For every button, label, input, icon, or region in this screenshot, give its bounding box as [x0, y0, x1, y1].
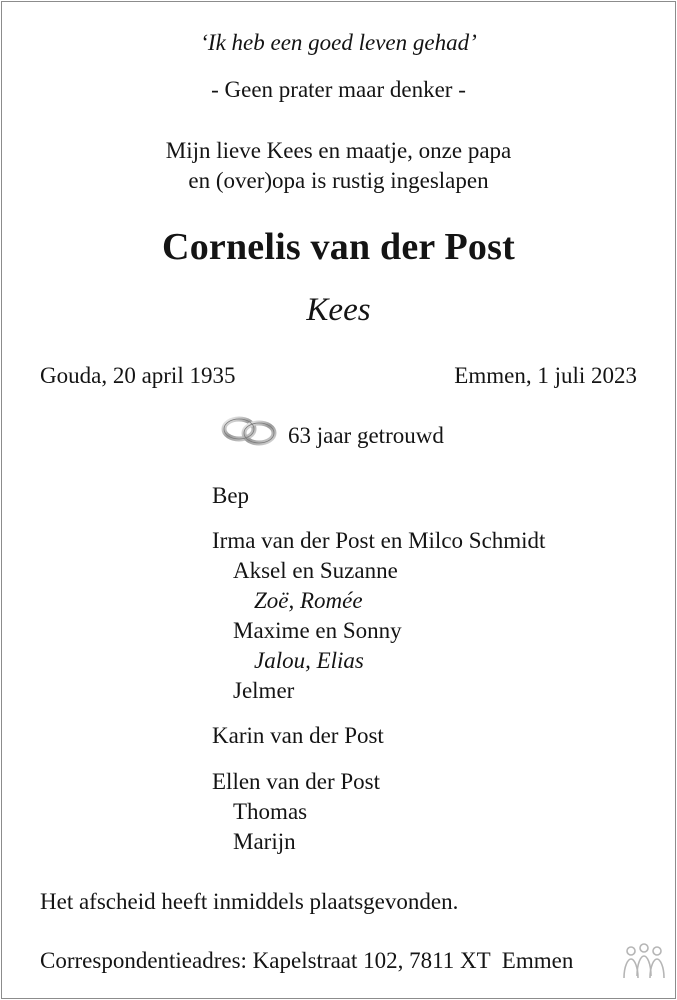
deceased-name: Cornelis van der Post: [162, 226, 515, 268]
child-2: Karin van der Post: [212, 723, 384, 748]
birth-place-date: Gouda, 20 april 1935: [40, 363, 236, 388]
great-grandchildren-1: Zoë, Romée: [254, 588, 363, 613]
deceased-nickname: Kees: [306, 292, 371, 328]
grandchild-3: Jelmer: [233, 678, 295, 703]
correspondence-address: Correspondentieadres: Kapelstraat 102, 7811 XT Emmen: [40, 948, 574, 973]
grandchild-4: Thomas: [233, 799, 308, 824]
farewell-note: Het afscheid heeft inmiddels plaatsgevonden.: [40, 889, 459, 914]
marriage-duration: 63 jaar getrouwd: [288, 423, 444, 448]
grandchild-1: Aksel en Suzanne: [233, 558, 398, 583]
great-grandchildren-2: Jalou, Elias: [254, 648, 364, 673]
grandchild-2: Maxime en Sonny: [233, 618, 402, 643]
spouse-name: Bep: [212, 483, 250, 508]
child-3: Ellen van der Post: [212, 769, 380, 794]
motto: - Geen prater maar denker -: [211, 77, 466, 102]
people-group-logo-icon: [620, 942, 668, 982]
grandchild-5: Marijn: [233, 829, 296, 854]
death-place-date: Emmen, 1 juli 2023: [454, 363, 637, 388]
announcement-line-1: Mijn lieve Kees en maatje, onze papa: [165, 138, 512, 163]
child-1: Irma van der Post en Milco Schmidt: [212, 528, 546, 553]
quote: ‘Ik heb een goed leven gehad’: [200, 30, 477, 55]
announcement-line-2: en (over)opa is rustig ingeslapen: [188, 168, 489, 193]
wedding-rings-icon: [219, 414, 281, 450]
